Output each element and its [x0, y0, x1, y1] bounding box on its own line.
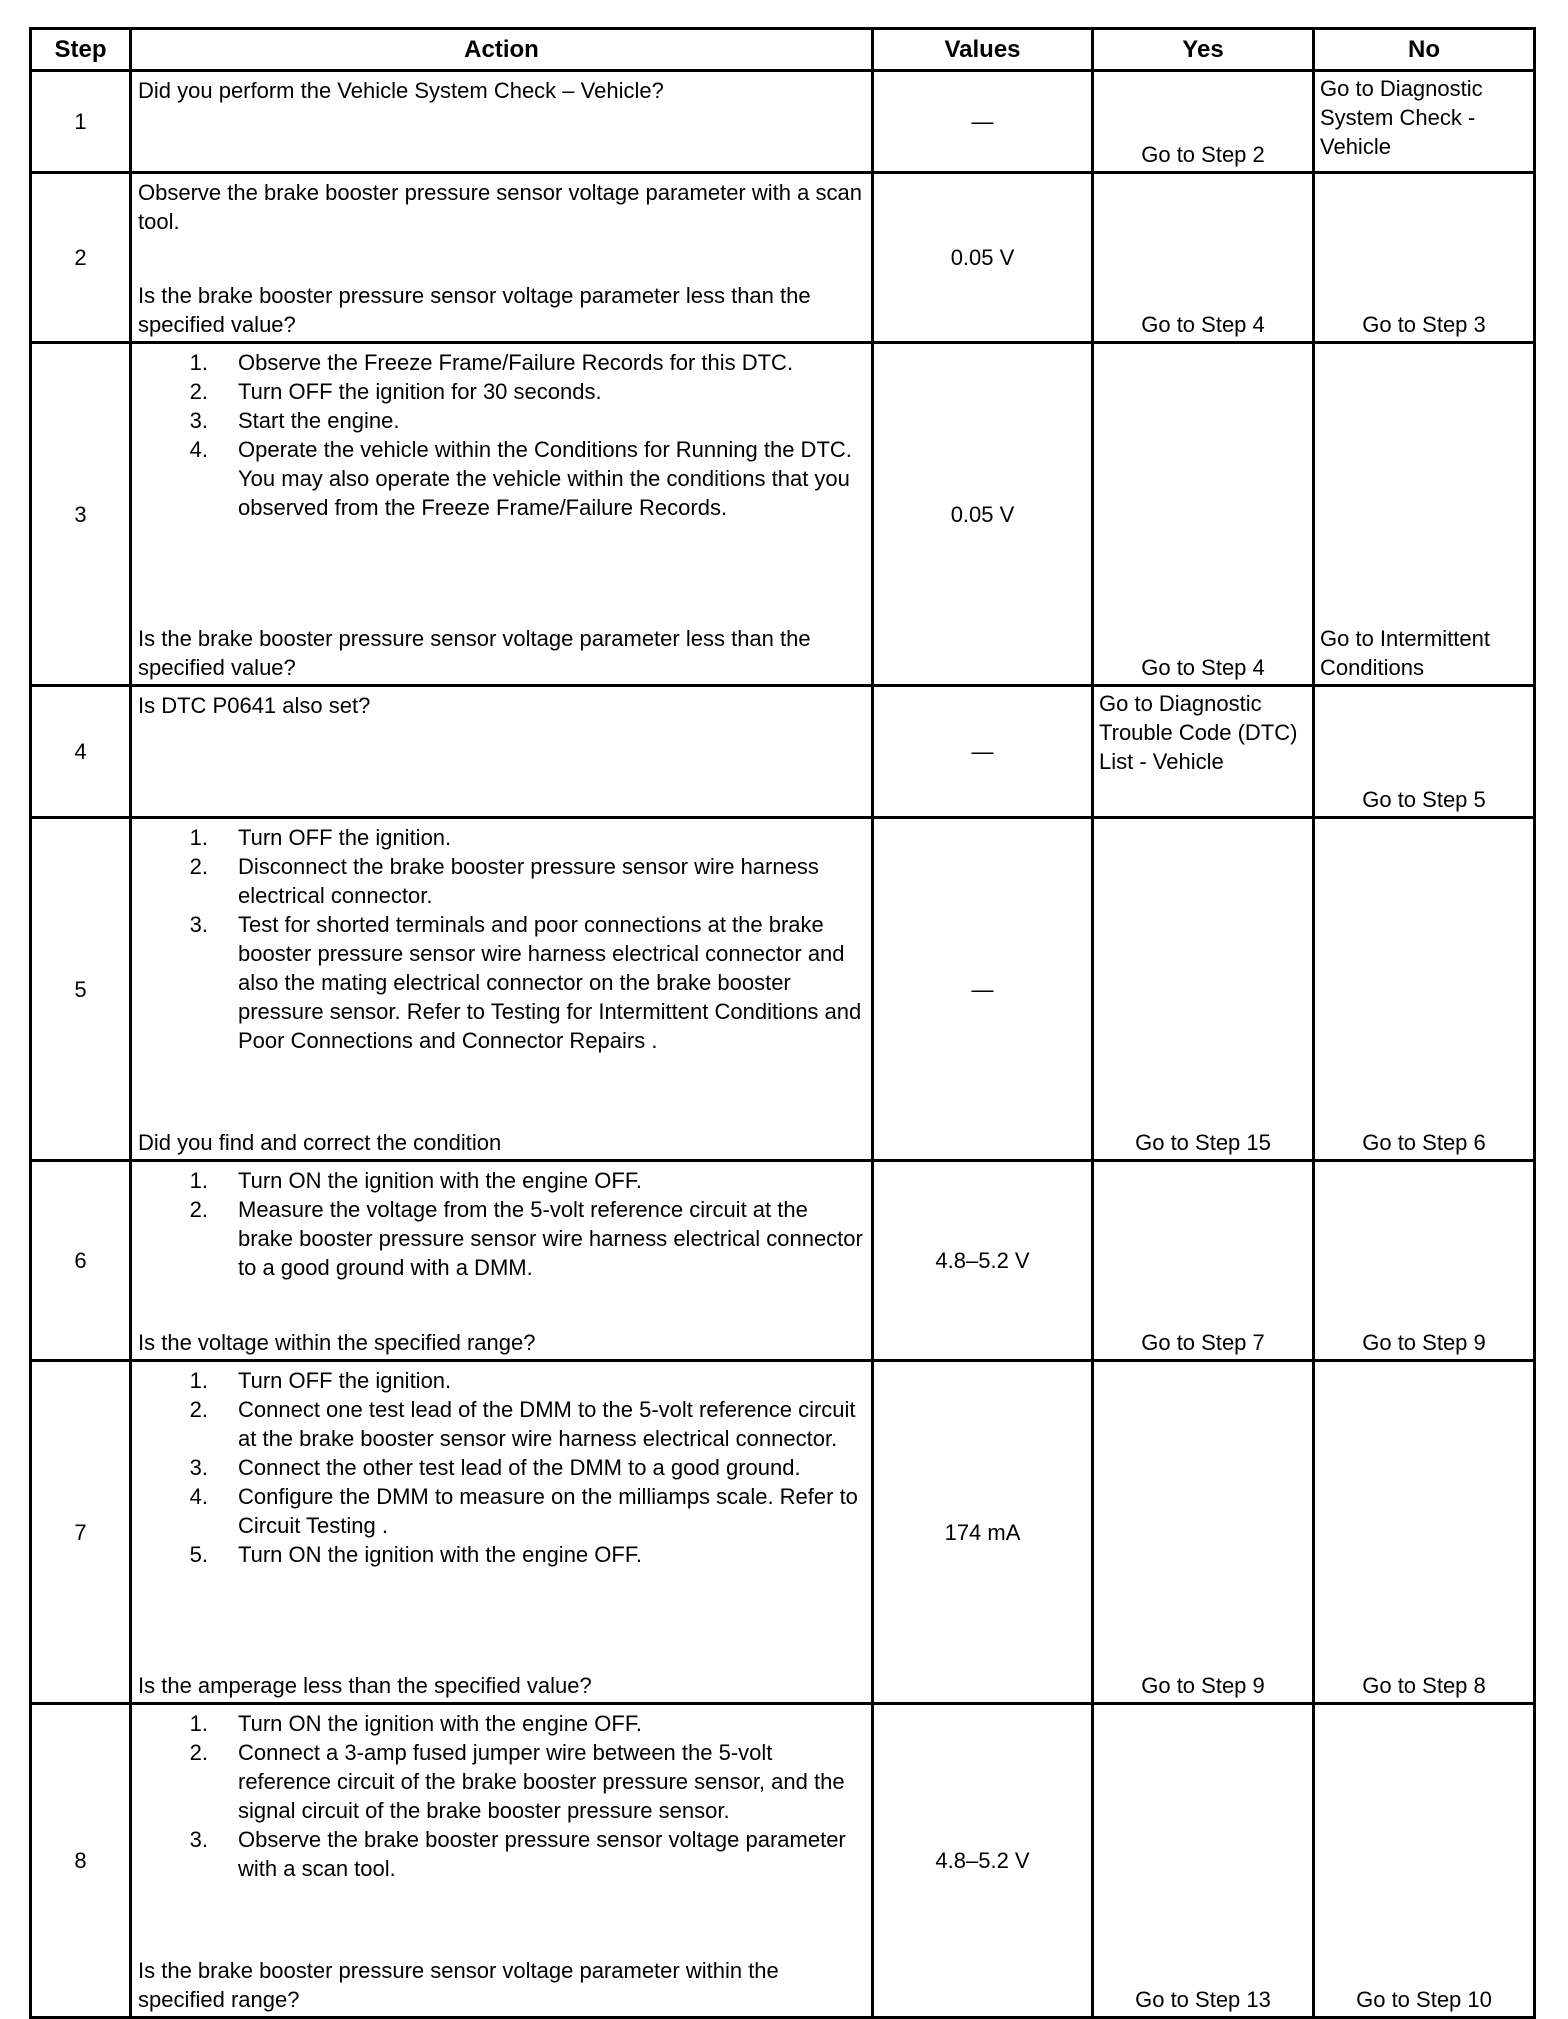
list-item-number: 1. [189, 350, 208, 375]
action-question: Is the brake booster pressure sensor voltage parameter less than the specified value? [138, 283, 811, 337]
action-intro: Observe the brake booster pressure sensor voltage parameter with a scan tool. [138, 180, 862, 234]
no-outcome: Go to Intermittent Conditions [1320, 626, 1490, 680]
list-item-number: 2. [189, 379, 208, 404]
no-outcome: Go to Step 6 [1362, 1130, 1486, 1155]
list-item-number: 3. [189, 1827, 208, 1852]
action-content [132, 819, 871, 1159]
header-step: Step [31, 29, 131, 71]
list-item [138, 1395, 865, 1453]
list-item [138, 823, 865, 852]
list-item-number: 1. [189, 1368, 208, 1393]
value-cell: 0.05 V [873, 343, 1093, 686]
yes-outcome: Go to Step 4 [1141, 312, 1265, 337]
list-item-text: Start the engine. [238, 408, 400, 433]
list-item-number: 2. [189, 1397, 208, 1422]
list-item-text: Connect one test lead of the DMM to the 5-volt reference circuit at the brake booster sensor wire harness electrical connector. [238, 1397, 856, 1451]
list-item-text: Test for shorted terminals and poor connections at the brake booster pressure sensor wire harness electrical connector and also the mating electrical connector on the brake booster pressure sensor. Refer to Testing for Intermittent Conditions and Poor Connections and Connector Repairs . [238, 912, 862, 1053]
list-item-text: Configure the DMM to measure on the milliamps scale. Refer to Circuit Testing . [238, 1484, 858, 1538]
action-instructions [138, 823, 865, 1055]
action-content [132, 174, 871, 341]
yes-cell [1093, 1161, 1314, 1361]
yes-outcome: Go to Step 13 [1135, 1987, 1271, 2012]
step-number: 2 [31, 173, 131, 343]
action-cell [131, 818, 873, 1161]
table-row [31, 173, 1535, 343]
yes-cell [1093, 71, 1314, 173]
table-row [31, 818, 1535, 1161]
list-item [138, 377, 865, 406]
action-question: Did you perform the Vehicle System Check – Vehicle? [138, 78, 664, 103]
list-item-text: Observe the Freeze Frame/Failure Records for this DTC. [238, 350, 794, 375]
list-item-number: 4. [189, 437, 208, 462]
header-no: No [1314, 29, 1535, 71]
table-row [31, 686, 1535, 818]
value-cell: 4.8–5.2 V [873, 1704, 1093, 2018]
yes-cell [1093, 1361, 1314, 1704]
list-item-text: Turn ON the ignition with the engine OFF. [238, 1168, 642, 1193]
no-outcome: Go to Step 5 [1362, 787, 1486, 812]
value-cell: 4.8–5.2 V [873, 1161, 1093, 1361]
no-cell [1314, 173, 1535, 343]
action-content [132, 1362, 871, 1702]
yes-outcome: Go to Step 4 [1141, 655, 1265, 680]
table-row [31, 343, 1535, 686]
list-item-text: Measure the voltage from the 5-volt reference circuit at the brake booster pressure sensor wire harness electrical connector to a good ground with a DMM. [238, 1197, 863, 1280]
no-cell [1314, 818, 1535, 1161]
yes-outcome: Go to Step 2 [1141, 142, 1265, 167]
list-item-text: Disconnect the brake booster pressure sensor wire harness electrical connector. [238, 854, 819, 908]
no-cell [1314, 1704, 1535, 2018]
list-item-number: 3. [189, 408, 208, 433]
step-number: 7 [31, 1361, 131, 1704]
step-number: 5 [31, 818, 131, 1161]
action-instructions [138, 1366, 865, 1569]
header-row [31, 29, 1535, 71]
no-cell [1314, 71, 1535, 173]
no-cell [1314, 686, 1535, 818]
action-content [132, 344, 871, 684]
list-item-text: Turn ON the ignition with the engine OFF. [238, 1711, 642, 1736]
action-question: Is the voltage within the specified range? [138, 1330, 536, 1355]
yes-outcome: Go to Step 15 [1135, 1130, 1271, 1155]
action-list [138, 1166, 865, 1282]
list-item-number: 2. [189, 1740, 208, 1765]
action-question: Is DTC P0641 also set? [138, 693, 371, 718]
list-item [138, 1482, 865, 1540]
no-cell [1314, 343, 1535, 686]
list-item-number: 4. [189, 1484, 208, 1509]
list-item [138, 406, 865, 435]
action-list [138, 823, 865, 1055]
list-item-text: Turn ON the ignition with the engine OFF. [238, 1542, 642, 1567]
list-item-text: Turn OFF the ignition for 30 seconds. [238, 379, 602, 404]
action-list [138, 348, 865, 522]
list-item-text: Observe the brake booster pressure sensor voltage parameter with a scan tool. [238, 1827, 846, 1881]
action-content [132, 72, 871, 171]
no-cell [1314, 1361, 1535, 1704]
yes-outcome: Go to Step 9 [1141, 1673, 1265, 1698]
list-item [138, 1366, 865, 1395]
yes-cell [1093, 818, 1314, 1161]
action-cell [131, 71, 873, 173]
yes-cell [1093, 1704, 1314, 2018]
action-cell [131, 173, 873, 343]
table-row [31, 1161, 1535, 1361]
list-item [138, 1709, 865, 1738]
list-item [138, 1825, 865, 1883]
action-content [132, 1162, 871, 1359]
action-question: Is the brake booster pressure sensor voltage parameter within the specified range? [138, 1958, 779, 2012]
list-item-number: 1. [189, 825, 208, 850]
no-outcome: Go to Step 9 [1362, 1330, 1486, 1355]
list-item-number: 1. [189, 1711, 208, 1736]
step-number: 8 [31, 1704, 131, 2018]
table-row [31, 1361, 1535, 1704]
list-item [138, 435, 865, 522]
action-cell [131, 686, 873, 818]
yes-outcome: Go to Step 7 [1141, 1330, 1265, 1355]
no-outcome: Go to Step 8 [1362, 1673, 1486, 1698]
action-list [138, 1366, 865, 1569]
list-item [138, 1540, 865, 1569]
table-row [31, 1704, 1535, 2018]
action-question: Is the amperage less than the specified value? [138, 1673, 592, 1698]
step-number: 4 [31, 686, 131, 818]
action-instructions [138, 348, 865, 522]
action-instructions [138, 178, 865, 236]
list-item [138, 348, 865, 377]
value-cell: — [873, 818, 1093, 1161]
value-cell: 174 mA [873, 1361, 1093, 1704]
yes-cell [1093, 173, 1314, 343]
value-cell: 0.05 V [873, 173, 1093, 343]
header-action: Action [131, 29, 873, 71]
yes-outcome: Go to Diagnostic Trouble Code (DTC) List - Vehicle [1099, 691, 1298, 774]
action-content [132, 1705, 871, 2016]
no-outcome: Go to Step 10 [1356, 1987, 1492, 2012]
action-cell [131, 343, 873, 686]
list-item-number: 1. [189, 1168, 208, 1193]
list-item-text: Operate the vehicle within the Conditions for Running the DTC. You may also operate the vehicle within the conditions that you observed from the Freeze Frame/Failure Records. [238, 437, 852, 520]
no-outcome: Go to Diagnostic System Check - Vehicle [1320, 76, 1483, 159]
list-item-number: 5. [189, 1542, 208, 1567]
value-cell: — [873, 686, 1093, 818]
list-item-text: Connect a 3-amp fused jumper wire between the 5-volt reference circuit of the brake booster pressure sensor, and the signal circuit of the brake booster pressure sensor. [238, 1740, 845, 1823]
no-outcome: Go to Step 3 [1362, 312, 1486, 337]
list-item [138, 1738, 865, 1825]
action-cell [131, 1704, 873, 2018]
action-question: Did you find and correct the condition [138, 1130, 502, 1155]
list-item-number: 3. [189, 1455, 208, 1480]
list-item-text: Turn OFF the ignition. [238, 1368, 452, 1393]
action-instructions [138, 1166, 865, 1282]
step-number: 6 [31, 1161, 131, 1361]
header-yes: Yes [1093, 29, 1314, 71]
diagnostic-table [29, 27, 1536, 2019]
action-question: Is the brake booster pressure sensor voltage parameter less than the specified value? [138, 626, 811, 680]
action-content [132, 687, 871, 816]
list-item [138, 1166, 865, 1195]
action-cell [131, 1161, 873, 1361]
yes-cell [1093, 343, 1314, 686]
list-item [138, 1453, 865, 1482]
list-item [138, 1195, 865, 1282]
table-row [31, 71, 1535, 173]
value-cell: — [873, 71, 1093, 173]
list-item-text: Connect the other test lead of the DMM to a good ground. [238, 1455, 801, 1480]
action-instructions [138, 1709, 865, 1883]
step-number: 1 [31, 71, 131, 173]
list-item-number: 2. [189, 854, 208, 879]
list-item [138, 910, 865, 1055]
no-cell [1314, 1161, 1535, 1361]
list-item-text: Turn OFF the ignition. [238, 825, 452, 850]
action-list [138, 1709, 865, 1883]
list-item-number: 2. [189, 1197, 208, 1222]
action-cell [131, 1361, 873, 1704]
list-item-number: 3. [189, 912, 208, 937]
yes-cell [1093, 686, 1314, 818]
header-values: Values [873, 29, 1093, 71]
step-number: 3 [31, 343, 131, 686]
list-item [138, 852, 865, 910]
